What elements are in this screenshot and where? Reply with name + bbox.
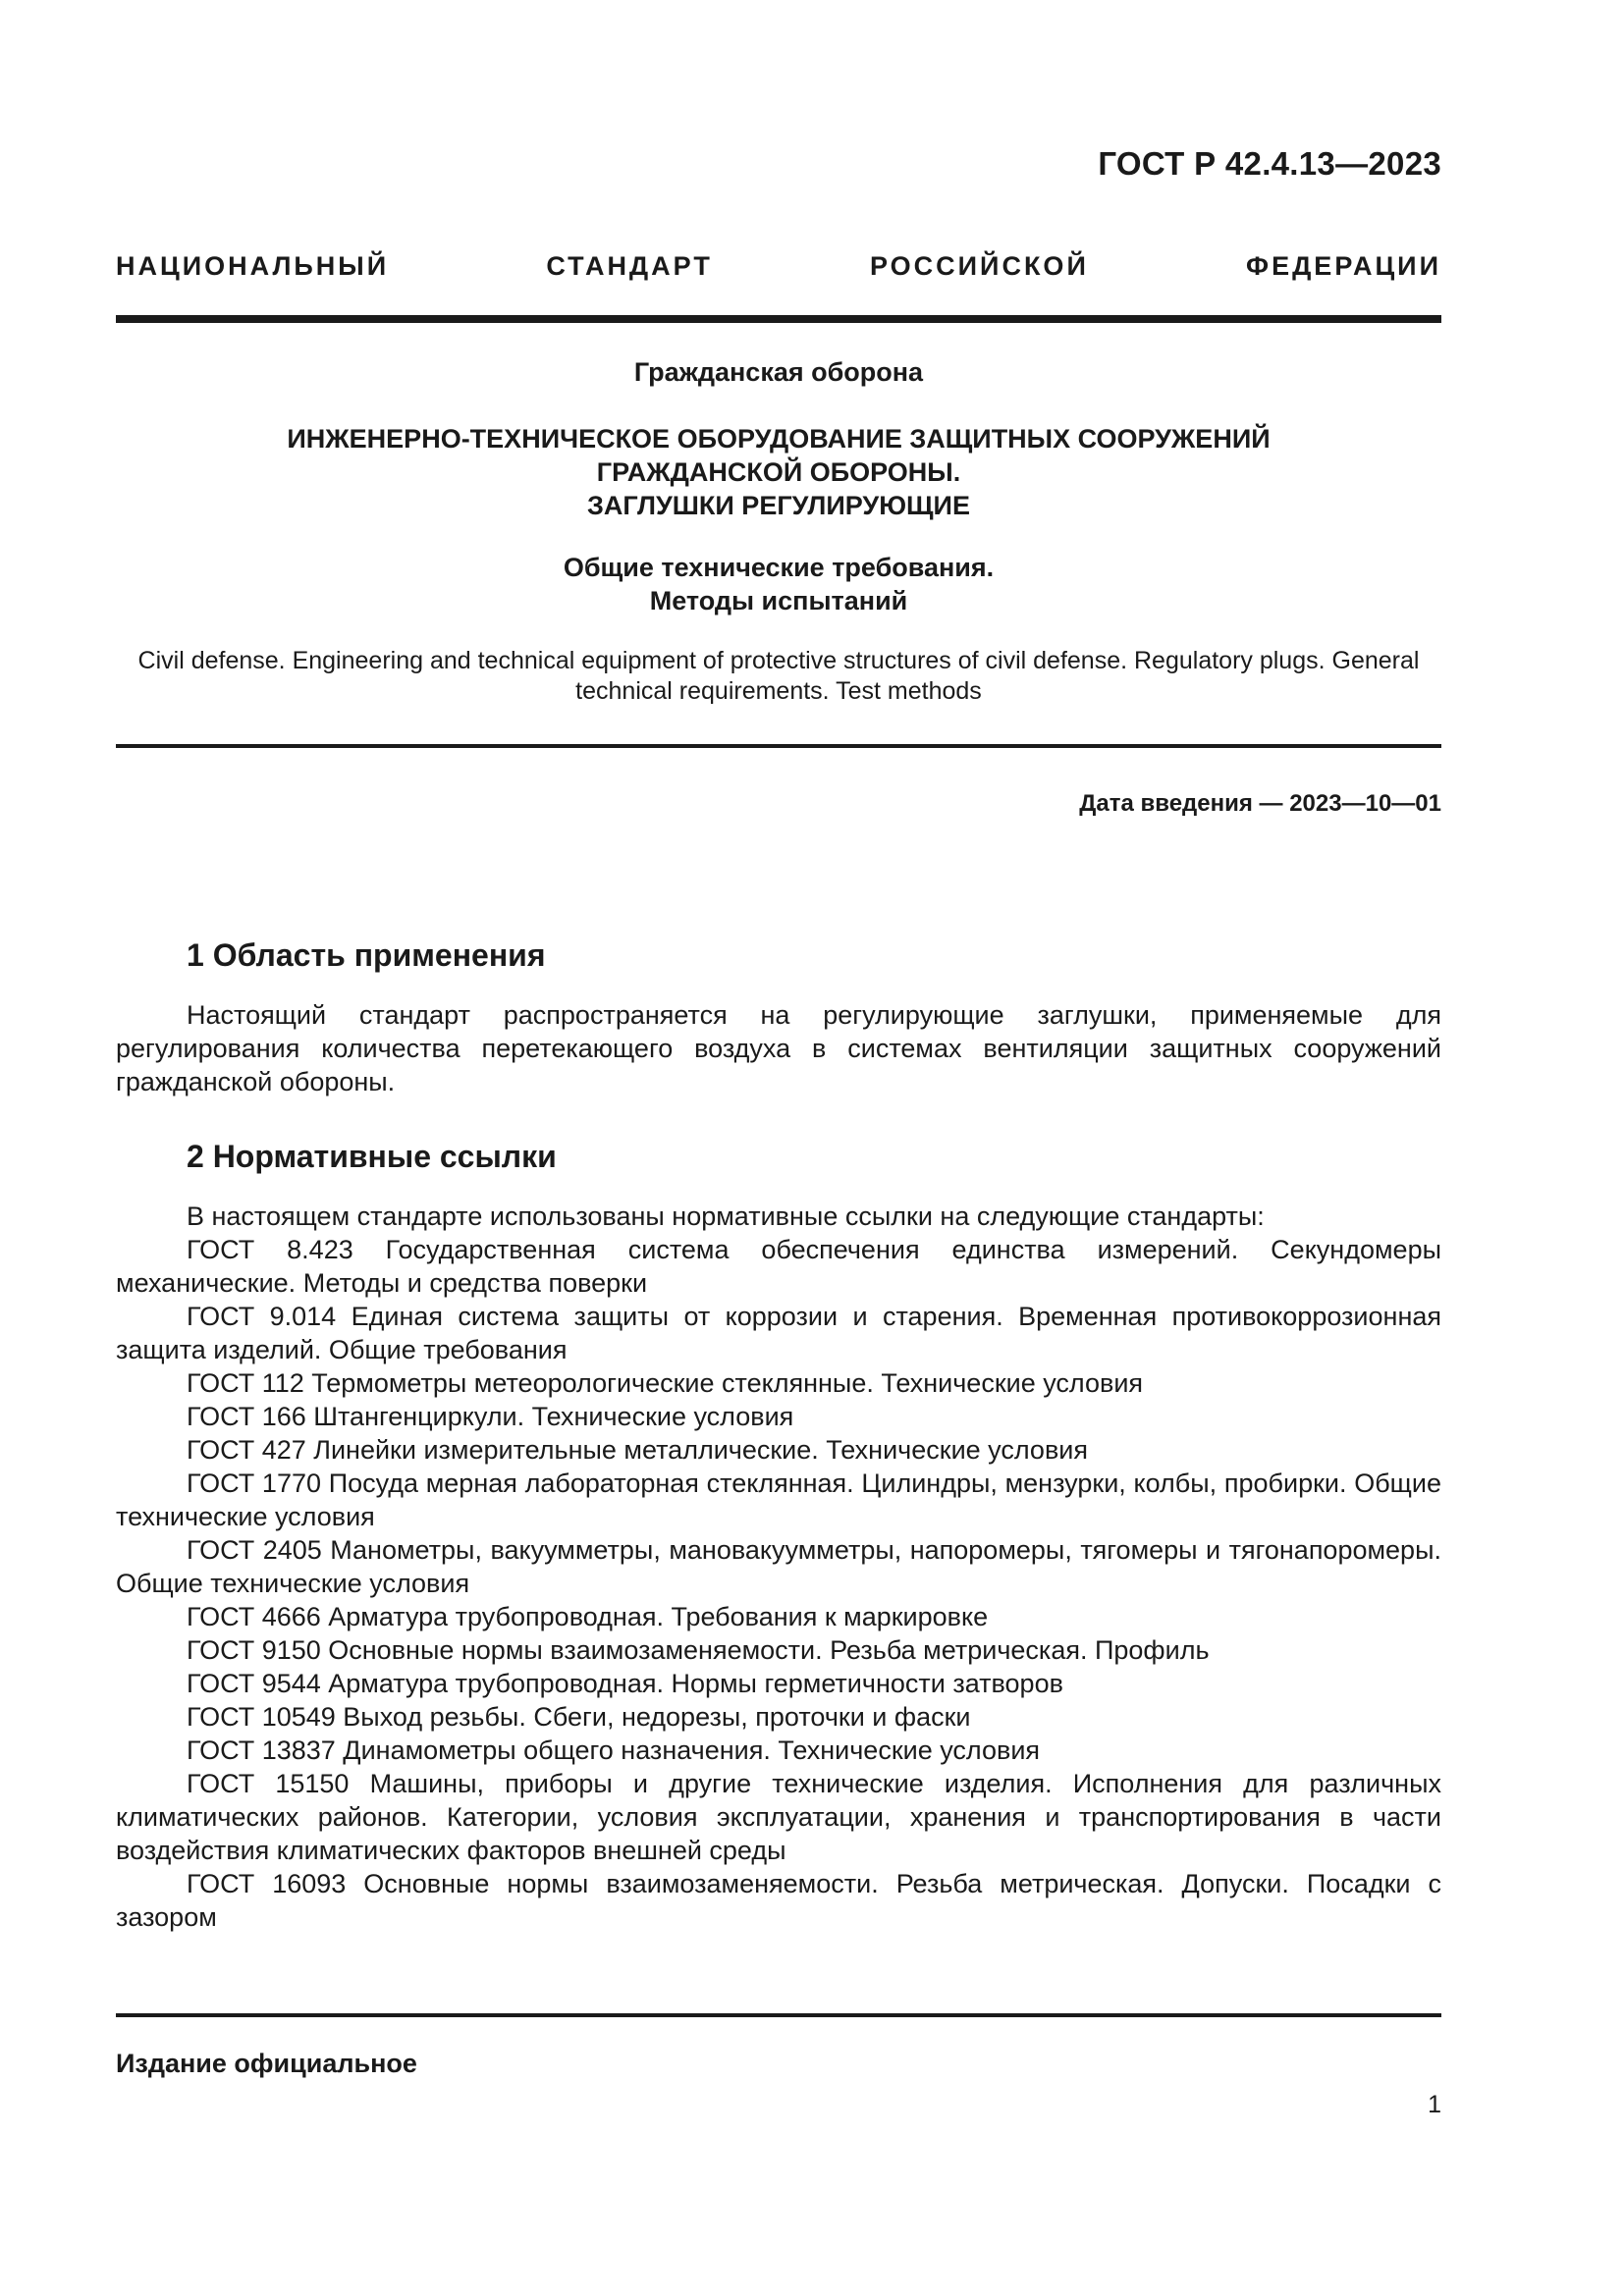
title-divider — [116, 744, 1441, 748]
header-divider — [116, 315, 1441, 323]
reference-item: ГОСТ 8.423 Государственная система обеспечения единства измерений. Секундомеры механические. Методы и средства поверки — [116, 1235, 1441, 1298]
page-number: 1 — [1428, 2091, 1441, 2118]
reference-item: ГОСТ 166 Штангенциркули. Технические условия — [187, 1402, 794, 1431]
reference-item: ГОСТ 112 Термометры метеорологические стеклянные. Технические условия — [187, 1368, 1144, 1398]
official-edition-label: Издание официальное — [116, 2049, 417, 2078]
reference-item: ГОСТ 4666 Арматура трубопроводная. Требования к маркировке — [187, 1602, 989, 1631]
section-1-heading: 1 Область применения — [187, 937, 546, 973]
english-title-line: Civil defense. Engineering and technical equipment of protective structures of civil defense. Regulatory plugs. General — [137, 647, 1420, 674]
reference-item: ГОСТ 10549 Выход резьбы. Сбеги, недорезы, проточки и фаски — [187, 1702, 971, 1732]
reference-item: ГОСТ 15150 Машины, приборы и другие технические изделия. Исполнения для различных климатических районов. Категории, условия эксплуатации, хранения и транспортирования в части воздействия климатических факторов внешней среды — [116, 1769, 1441, 1865]
document-title — [116, 422, 1441, 522]
subtitle-line: Общие технические требования. — [563, 553, 995, 582]
reference-item: ГОСТ 13837 Динамометры общего назначения. Технические условия — [187, 1735, 1041, 1765]
reference-item: ГОСТ 2405 Манометры, вакуумметры, мановакуумметры, напоромеры, тягомеры и тягонапоромеры. Общие технические условия — [116, 1535, 1441, 1598]
reference-item: ГОСТ 9544 Арматура трубопроводная. Нормы герметичности затворов — [187, 1669, 1063, 1698]
reference-item: ГОСТ 1770 Посуда мерная лабораторная стеклянная. Цилиндры, мензурки, колбы, пробирки. Общие технические условия — [116, 1468, 1441, 1531]
category-title: Гражданская оборона — [633, 357, 924, 387]
reference-item: ГОСТ 427 Линейки измерительные металлические. Технические условия — [187, 1435, 1088, 1465]
references-intro: В настоящем стандарте использованы нормативные ссылки на следующие стандарты: — [187, 1201, 1265, 1231]
section-1-body — [116, 998, 1441, 1098]
english-title-line: technical requirements. Test methods — [575, 677, 982, 705]
normative-references — [116, 1200, 1441, 1934]
section-2-heading: 2 Нормативные ссылки — [187, 1139, 557, 1174]
reference-item: ГОСТ 9.014 Единая система защиты от коррозии и старения. Временная противокоррозионная защита изделий. Общие требования — [116, 1302, 1441, 1364]
english-title — [116, 646, 1441, 707]
reference-item: ГОСТ 9150 Основные нормы взаимозаменяемости. Резьба метрическая. Профиль — [187, 1635, 1210, 1665]
introduction-date: Дата введения — 2023—10—01 — [1079, 790, 1441, 817]
document-subtitle — [116, 551, 1441, 617]
section-1-paragraph: Настоящий стандарт распространяется на регулирующие заглушки, применяемые для регулирования количества перетекающего воздуха в системах вентиляции защитных сооружений гражданской обороны. — [116, 1000, 1441, 1096]
title-line: ИНЖЕНЕРНО-ТЕХНИЧЕСКОЕ ОБОРУДОВАНИЕ ЗАЩИТНЫХ СООРУЖЕНИЙ — [287, 424, 1271, 454]
national-standard-banner: НАЦИОНАЛЬНЫЙ СТАНДАРТ РОССИЙСКОЙ ФЕДЕРАЦИИ — [116, 251, 1441, 281]
title-line: ЗАГЛУШКИ РЕГУЛИРУЮЩИЕ — [587, 491, 970, 520]
reference-item: ГОСТ 16093 Основные нормы взаимозаменяемости. Резьба метрическая. Допуски. Посадки с зазором — [116, 1869, 1441, 1932]
subtitle-line: Методы испытаний — [649, 586, 908, 615]
footer-divider — [116, 2013, 1441, 2017]
document-number: ГОСТ Р 42.4.13—2023 — [1098, 145, 1441, 182]
title-line: ГРАЖДАНСКОЙ ОБОРОНЫ. — [596, 457, 961, 487]
